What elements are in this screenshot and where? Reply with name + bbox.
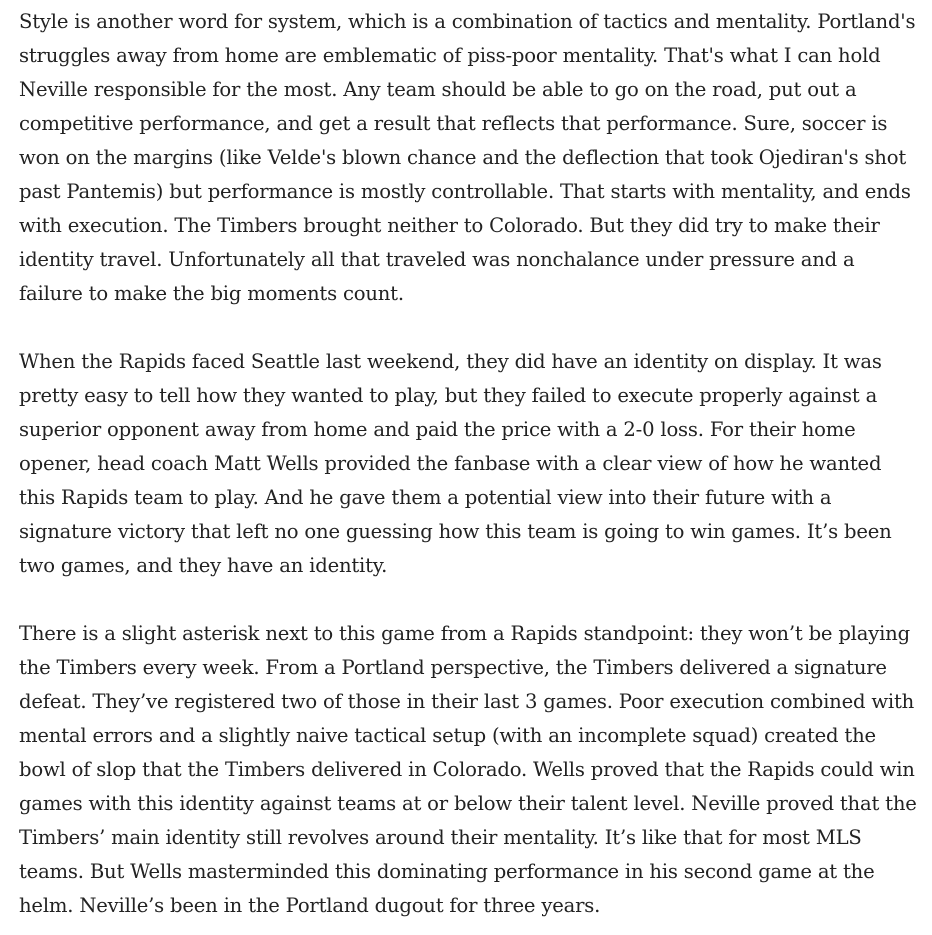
paragraph-style-system: Style is another word for system, which is a combination of tactics and mentality. Portland's struggles away from home are emblematic of piss-poor mentality. That's what I can hold Neville responsible for the most. Any team should be able to go on the road, put out a competitive performance, and get a result that reflects that performance. Sure, soccer is won on the margins (like Velde's blown chance and the deflection that took Ojediran's shot past Pantemis) but performance is mostly controllable. That starts with mentality, and ends with execution. The Timbers brought neither to Colorado. But they did try to make their identity travel. Unfortunately all that traveled was nonchalance under pressure and a failure to make the big moments count. — [19, 10, 916, 305]
paragraph-rapids-identity: When the Rapids faced Seattle last weekend, they did have an identity on display. It was pretty easy to tell how they wanted to play, but they failed to execute properly against a superior opponent away from home and paid the price with a 2-0 loss. For their home opener, head coach Matt Wells provided the fanbase with a clear view of how he wanted this Rapids team to play. And he gave them a potential view into their future with a signature victory that left no one guessing how this team is going to win games. It’s been two games, and they have an identity. — [19, 350, 892, 577]
paragraph-signature-defeat: There is a slight asterisk next to this game from a Rapids standpoint: they won’t be playing the Timbers every week. From a Portland perspective, the Timbers delivered a signature defeat. They’ve registered two of those in their last 3 games. Poor execution combined with mental errors and a slightly naive tactical setup (with an incomplete squad) created the bowl of slop that the Timbers delivered in Colorado. Wells proved that the Rapids could win games with this identity against teams at or below their talent level. Neville proved that the Timbers’ main identity still revolves around their mentality. It’s like that for most MLS teams. But Wells masterminded this dominating performance in his second game at the helm. Neville’s been in the Portland dugout for three years. — [19, 622, 917, 917]
